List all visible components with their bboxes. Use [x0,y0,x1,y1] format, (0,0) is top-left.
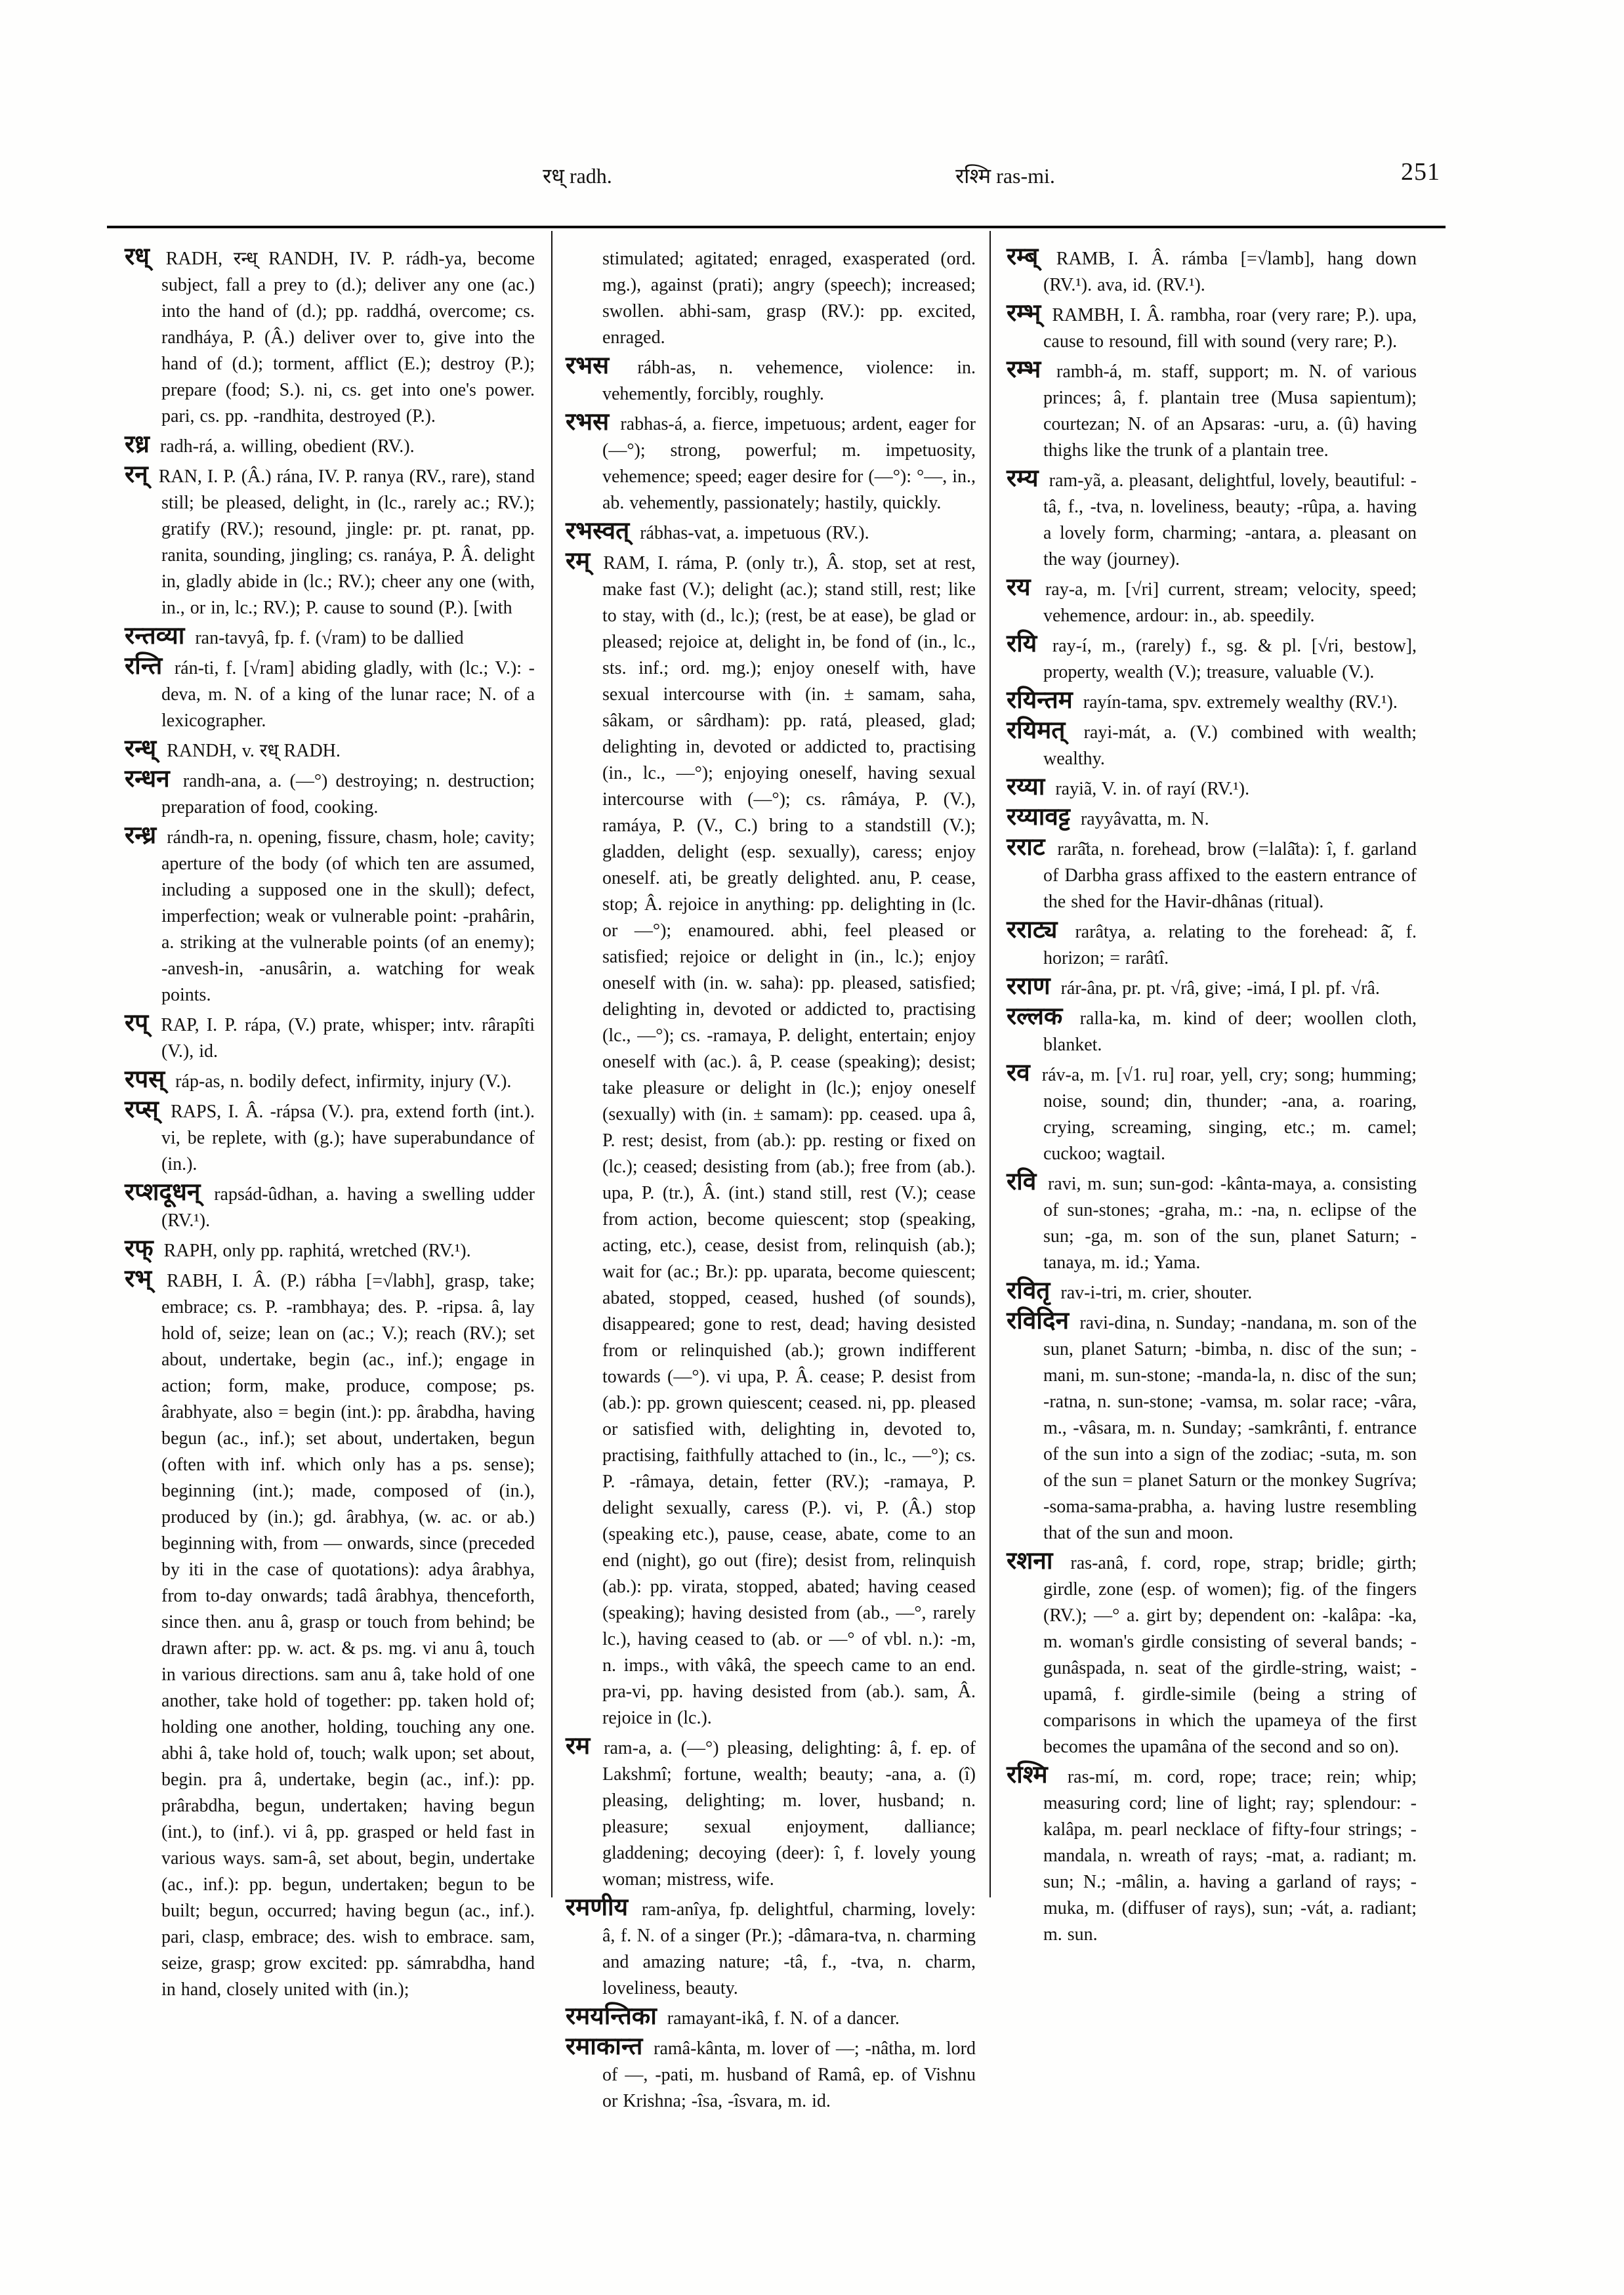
entry-headword-devanagari: रय [1007,574,1031,601]
entry-headword-devanagari: रम् [566,548,591,575]
entry-headword-devanagari: रम [566,1733,591,1760]
entry-headword-devanagari: रध् [125,243,150,270]
entry-headword-devanagari: रमयन्तिका [566,2003,657,2030]
dictionary-entry: रयिमत् rayi-mát, a. (V.) combined with wealth; wealthy. [1007,717,1417,769]
dictionary-entry: रशना ras-anâ, f. cord, rope, strap; bridle; girth; girdle, zone (esp. of women); fig. of the fingers (RV.); —° a. girt by; dependent on: -kalâpa: -ka, m. woman's girdle consisting of several bands; -gunâspada, n. seat of the girdle-string, waist; -upamâ, f. girdle-simile (being a string of comparisons in which the upameya of the first becomes the upamâna of the second and so on). [1007,1548,1417,1757]
dictionary-entry: रभस्वत् rábhas-vat, a. impetuous (RV.). [566,518,869,545]
column-3 [1007,244,1417,1950]
dictionary-entry: रभस rábh-as, n. vehemence, violence: in. vehemently, forcibly, roughly. [566,352,976,404]
entry-headword-devanagari: रन्तव्या [125,623,185,650]
column-2 [566,244,976,2117]
entry-headword-devanagari: रम्ब् [1007,243,1039,270]
entry-headword-devanagari: रन्धन [125,766,170,793]
dictionary-entry: रन्ति rán-ti, f. [√ram] abiding gladly, with (lc.; V.): -deva, m. N. of a king of the lunar race; N. of a lexicographer. [125,653,535,731]
dictionary-entry: रमाकान्त ramâ-kânta, m. lover of —; -nâtha, m. lord of —, -pati, m. husband of Ramâ, ep. of Vishnu or Krishna; -îsa, -îsvara, m. id. [566,2033,976,2111]
entry-headword-devanagari: रव [1007,1060,1030,1086]
entry-headword-devanagari: रमाकान्त [566,2033,643,2060]
entry-headword-devanagari: रयिमत् [1007,717,1066,744]
dictionary-entry: रश्मि ras-mí, m. cord, rope; trace; rein; whip; measuring cord; line of light; ray; splendour: -kalâpa, m. pearl necklace of fifty-four strings; -mandala, n. wreath of rays; -mat, a. radiant; m. sun; N.; -mâlin, a. having a garland of rays; -muka, m. (diffuser of rays), sun; -vát, a. radiant; m. sun. [1007,1762,1417,1945]
entry-headword-devanagari: रयि [1007,631,1037,657]
entry-headword-devanagari: रमणीय [566,1894,629,1921]
dictionary-entry: रम्ब् RAMB, I. Â. rámba [=√lamb], hang down (RV.¹). ava, id. (RV.¹). [1007,243,1417,295]
dictionary-entry: रय्यावट्ट rayyâvatta, m. N. [1007,804,1209,831]
dictionary-entry: रभस rabhas-á, a. fierce, impetuous; ardent, eager for (—°); strong, powerful; m. impetuosity, vehemence; speed; eager desire for (—°): °—, in., ab. vehemently, passionately; hastily, quickly. [566,409,976,513]
entry-headword-devanagari: रफ् [125,1235,154,1262]
dictionary-entry: रव ráv-a, m. [√1. ru] roar, yell, cry; song; humming; noise, sound; din, thunder; -ana, a. roaring, crying, screaming, singing, etc.; m. camel; cuckoo; wagtail. [1007,1060,1417,1164]
dictionary-entry: रम्भ rambh-á, m. staff, support; m. N. of various princes; â, f. plantain tree (Musa sapientum); courtezan; N. of an Apsaras: -uru, a. (û) having thighs like the trunk of a plantain tree. [1007,356,1417,461]
entry-headword-devanagari: रन् [125,461,148,488]
dictionary-entry: रयि ray-í, m., (rarely) f., sg. & pl. [√ri, bestow], property, wealth (V.); treasure, valuable (V.). [1007,631,1417,682]
column-1 [125,244,535,2005]
dictionary-entry: रन्तव्या ran-tavyâ, fp. f. (√ram) to be dallied [125,623,464,650]
dictionary-entry: रप्शदूधन् rapsád-ûdhan, a. having a swelling udder (RV.¹). [125,1179,535,1231]
dictionary-entry: रन्धन randh-ana, a. (—°) destroying; n. destruction; preparation of food, cooking. [125,766,535,817]
entry-headword-devanagari: रविदिन [1007,1308,1070,1334]
dictionary-entry: stimulated; agitated; enraged, exasperated (ord. mg.), against (prati); angry (speech); increased; swollen. abhi-sam, grasp (RV.): pp. excited, enraged. [602,249,976,348]
entry-headword-devanagari: रराट [1007,834,1045,861]
dictionary-entry: रयिन्तम rayín-tama, spv. extremely wealthy (RV.¹). [1007,687,1398,714]
entry-headword-devanagari: रभस [566,409,610,436]
entry-headword-devanagari: रम्य [1007,465,1039,492]
page-number: 251 [1401,158,1440,186]
dictionary-entry: रराण rár-âna, pr. pt. √râ, give; -imá, I pl. pf. √râ. [1007,973,1380,1000]
dictionary-entry: रध्र radh-rá, a. willing, obedient (RV.). [125,431,415,458]
dictionary-entry: रध् RADH, रन्ध् RANDH, IV. P. rádh-ya, become subject, fall a prey to (d.); deliver any one (ac.) into the hand of (d.); pp. raddhá, overcome; cs. randháya, P. (Â.) deliver over to, give into the hand of (d.); torment, afflict (E.); destroy (P.); prepare (food; S.). ni, cs. get into one's power. pari, cs. pp. -randhita, destroyed (P.). [125,243,535,426]
dictionary-entry: रम ram-a, a. (—°) pleasing, delighting: â, f. ep. of Lakshmî; fortune, wealth; beauty; -ana, a. (î) pleasing, delighting; m. lover, husband; n. pleasure; sexual enjoyment, dalliance; gladdening; decoying (deer): î, f. lovely young woman; mistress, wife. [566,1733,976,1890]
dictionary-entry: रवि ravi, m. sun; sun-god: -kânta-maya, a. consisting of sun-stones; -graha, m.: -na, n. eclipse of the sun; -ga, m. son of the sun, planet Saturn; -tanaya, m. id.; Yama. [1007,1168,1417,1273]
dictionary-entry: रपस् ráp-as, n. bodily defect, infirmity, injury (V.). [125,1066,512,1093]
entry-headword-devanagari: रध्र [125,431,150,458]
entry-headword-devanagari: रप्स् [125,1096,159,1123]
dictionary-entry: रविदिन ravi-dina, n. Sunday; -nandana, m. son of the sun, planet Saturn; -bimba, n. disc of the sun; -mani, m. sun-stone; -manda-la, n. disc of the sun; -ratna, n. sun-stone; -vamsa, m. solar race; -vâra, m., -vâsara, m. n. Sunday; -samkrânti, f. entrance of the sun into a sign of the zodiac; -suta, m. son of the sun = planet Saturn or the monkey Sugríva; -soma-sama-prabha, a. having lustre resembling that of the sun and moon. [1007,1308,1417,1543]
running-head-right: रश्मि ras-mi. [955,164,1055,188]
entry-headword-devanagari: रश्मि [1007,1762,1048,1788]
entry-headword-devanagari: रम्भ् [1007,300,1041,327]
entry-headword-devanagari: रवितृ [1007,1277,1051,1304]
dictionary-entry: रवितृ rav-i-tri, m. crier, shouter. [1007,1277,1253,1304]
entry-headword-devanagari: रभ् [125,1266,152,1292]
text-columns [125,244,1417,2117]
entry-headword-devanagari: रन्ति [125,653,163,680]
dictionary-entry: रमयन्तिका ramayant-ikâ, f. N. of a dancer. [566,2003,900,2030]
entry-headword-devanagari: रन्ध्र [125,822,157,849]
entry-headword-devanagari: रशना [1007,1548,1053,1575]
dictionary-entry: रराट्य rarâtya, a. relating to the forehead: â̆, f. horizon; = rarâtî. [1007,917,1417,968]
dictionary-entry: रन्ध् RANDH, v. रध् RADH. [125,735,341,762]
entry-headword-devanagari: रभस्वत् [566,518,630,545]
entry-headword-devanagari: रभस [566,352,610,379]
header-rule [107,226,1446,228]
entry-headword-devanagari: रयिन्तम [1007,687,1073,714]
dictionary-entry: रम्य ram-yã, a. pleasant, delightful, lovely, beautiful: -tâ, f., -tva, n. loveliness, beauty; -rûpa, a. having a lovely form, charming; -antara, a. pleasant on the way (journey). [1007,465,1417,569]
entry-headword-devanagari: रराण [1007,973,1051,1000]
dictionary-entry: रन् RAN, I. P. (Â.) rána, IV. P. ranya (RV., rare), stand still; be pleased, delight, in (lc., rarely ac.; RV.); gratify (RV.); resound, jingle: pr. pt. ranat, pp. ranita, sounding, jingling; cs. ranáya, P. Â. delight in, gladly abide in (lc.; RV.); cheer any one (with, in., or in, lc.; RV.); P. cause to sound (P.). [with [125,461,535,618]
dictionary-entry: रप् RAP, I. P. rápa, (V.) prate, whisper; intv. rârapîti (V.), id. [125,1010,535,1062]
dictionary-entry: रय ray-a, m. [√ri] current, stream; velocity, speed; vehemence, ardour: in., ab. speedily. [1007,574,1417,626]
dictionary-entry: रय्या rayiã, V. in. of rayí (RV.¹). [1007,774,1250,800]
dictionary-entry: रम्भ् RAMBH, I. Â. rambha, roar (very rare; P.). upa, cause to resound, fill with sound (very rare; P.). [1007,300,1417,352]
entry-headword-devanagari: रप्शदूधन् [125,1179,201,1206]
entry-headword-devanagari: रवि [1007,1168,1037,1195]
running-head-left: रध् radh. [543,164,612,188]
dictionary-entry: रभ् RABH, I. Â. (P.) rábha [=√labh], grasp, take; embrace; cs. P. -rambhaya; des. P. -ripsa. â, lay hold of, seize; lean on (ac.; V.); reach (RV.); set about, undertake, begin (ac., inf.); engage in action; form, make, produce, compose; ps. ârabhyate, also = begin (int.): pp. ârabdha, having begun (ac., inf.); set about, undertaken, begun (often with inf. which only has a ps. sense); beginning (int.); made, composed of (in.), produced by (in.); gd. ârabhya, (w. ac. or ab.) beginning with, from — onwards, since (preceded by iti in the case of quotations): adya ârabhya, from to-day onwards; tadâ ârabhya, thenceforth, since then. anu â, grasp or touch from behind; be drawn after: pp. w. act. & ps. mg. vi anu â, touch in various directions. sam anu â, take hold of one another, take hold of together: pp. taken hold of; holding one another, holding, touching any one. abhi â, take hold of, touch; walk upon; set about, begin. pra â, undertake, begin (ac., inf.): pp. prârabdha, begun, undertaken; having begun (int.), to (inf.). vi â, pp. grasped or held fast in various ways. sam-â, set about, begin, undertake (ac., inf.): pp. begun, undertaken; begun to be built; begun, occurred; having begun (ac., inf.). pari, clasp, embrace; des. wish to embrace. sam, seize, grasp; grow excited: pp. sámrabdha, hand in hand, closely united with (in.); [125,1266,535,2000]
dictionary-entry: रराट rarâ̆ta, n. forehead, brow (=lalâ̆ta): î, f. garland of Darbha grass affixed to the eastern entrance of the shed for the Havir-dhânas (ritual). [1007,834,1417,912]
dictionary-entry: रमणीय ram-anîya, fp. delightful, charming, lovely: â, f. N. of a singer (Pr.); -dâmara-tva, n. charming and amazing nature; -tâ, f., -tva, n. charm, loveliness, beauty. [566,1894,976,1998]
entry-headword-devanagari: रन्ध् [125,735,157,762]
entry-headword-devanagari: रप् [125,1010,149,1037]
entry-headword-devanagari: रपस् [125,1066,165,1093]
entry-headword-devanagari: रय्यावट्ट [1007,804,1070,831]
dictionary-entry: रप्स् RAPS, I. Â. -rápsa (V.). pra, extend forth (int.). vi, be replete, with (g.); have superabundance of (in.). [125,1096,535,1174]
entry-headword-devanagari: रय्या [1007,774,1045,800]
entry-headword-devanagari: रराट्य [1007,917,1058,943]
dictionary-entry: रल्लक ralla-ka, m. kind of deer; woollen cloth, blanket. [1007,1003,1417,1055]
entry-headword-devanagari: रम्भ [1007,356,1041,383]
dictionary-entry: रन्ध्र rándh-ra, n. opening, fissure, chasm, hole; cavity; aperture of the body (of which ten are assumed, including a supposed one in the skull); defect, imperfection; weak or vulnerable point: -prahârin, a. striking at the vulnerable points (of an enemy); -anvesh-in, -anusârin, a. watching for weak points. [125,822,535,1005]
entry-headword-devanagari: रल्लक [1007,1003,1063,1030]
dictionary-entry: रम् RAM, I. ráma, P. (only tr.), Â. stop, set at rest, make fast (V.); delight (ac.); stand still, rest; like to stay, with (d., lc.); (rest, be at ease), be glad or pleased; rejoice at, delight in, be fond of (in., lc., sts. inf.; ord. mg.); enjoy oneself with, have sexual intercourse with (in. ± samam, saha, sâkam, or sârdham): pp. ratá, pleased, glad; delighting in, devoted or addicted to, practising (in., lc., —°); enjoying oneself, having sexual intercourse with (—°); cs. râmáya, P. (V.), ramáya, P. (V., C.) bring to a standstill (V.); gladden, delight (esp. sexually), caress; enjoy oneself. ati, be greatly delighted. anu, P. cease, stop; Â. rejoice in anything: pp. delighting in (lc. or —°); enamoured. abhi, feel pleased or satisfied; rejoice or delight in (in., lc.); enjoy oneself with (in. w. saha): pp. pleased, satisfied; delighting in, devoted or addicted to, practising (lc., —°); cs. -ramaya, P. delight, entertain; enjoy oneself with (ac.). â, P. cease (speaking); desist; take pleasure or delight in (lc.); enjoy oneself (sexually) with (in. ± samam): pp. ceased. upa â, P. rest; desist, from (ab.): pp. resting or fixed on (lc.); ceased; desisting from (ab.); free from (ab.). upa, P. (tr.), Â. (int.) stand still, rest (V.); cease from action, become quiescent; stop (speaking, acting, etc.), cease, desist from, relinquish (ab.); wait for (ac.; Br.): pp. uparata, become quiescent; abated, stopped, ceased, hushed (of sounds), disappeared; gone to rest, dead; having desisted from or relinquished (ab.); grown indifferent towards (—°). vi upa, P. Â. cease; P. desist from (ab.): pp. grown quiescent; ceased. ni, pp. pleased or satisfied with, delighting in, devoted to, practising, faithfully attached to (in., lc., —°); cs. P. -râmaya, detain, fetter (RV.); -ramaya, P. delight sexually, caress (P.). vi, P. (Â.) stop (speaking etc.), pause, cease, abate, come to an end (night), go out (fire); desist from, relinquish (ab.): pp. virata, stopped, abated; having ceased (speaking); having desisted from (ab., —°, rarely lc.), having ceased to (ab. or —° of vbl. n.): -m, n. imps., with vâkâ, the speech came to an end. pra-vi, pp. having desisted from (ab.). sam, Â. rejoice in (lc.). [566,548,976,1728]
dictionary-entry: रफ् RAPH, only pp. raphitá, wretched (RV.¹). [125,1235,471,1262]
